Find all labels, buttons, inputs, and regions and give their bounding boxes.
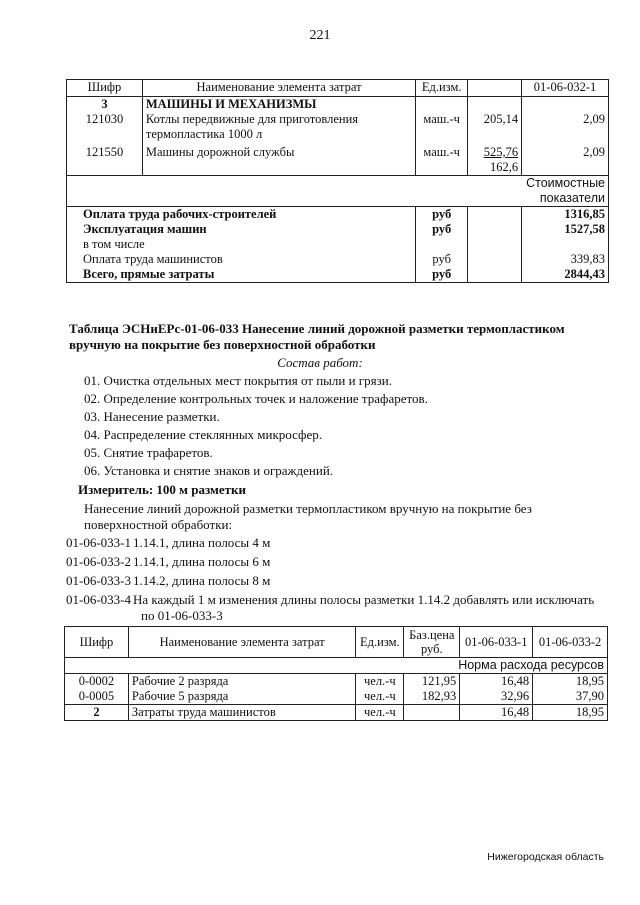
- cost-unit: [416, 237, 468, 252]
- header-price: [468, 80, 522, 97]
- cost-unit: руб: [416, 267, 468, 283]
- list-item: 06. Установка и снятие знаков и ограждений.: [84, 463, 334, 478]
- row-value-2: 18,95: [533, 705, 608, 721]
- cost-row: [67, 267, 609, 283]
- cost-row: [67, 207, 609, 223]
- table-row: [67, 142, 609, 176]
- cost-label: Всего, прямые затраты: [67, 267, 416, 283]
- cost-note: Стоимостные показатели: [468, 176, 609, 207]
- list-item: 01. Очистка отдельных мест покрытия от пыли и грязи.: [84, 373, 392, 388]
- row-price: 182,93: [404, 689, 460, 705]
- cost-label: Эксплуатация машин: [67, 222, 416, 237]
- labor-table: [64, 626, 608, 721]
- codes-list: [66, 535, 606, 627]
- row-value-2: 18,95: [533, 674, 608, 690]
- header-code: Шифр: [67, 80, 143, 97]
- table-header-row: [65, 627, 608, 658]
- header-column-2: 01-06-033-2: [533, 627, 608, 658]
- row-code: 121550: [67, 142, 143, 176]
- row-code: 2: [65, 705, 129, 721]
- cost-value: 1316,85: [522, 207, 609, 223]
- row-name: Машины дорожной службы: [142, 142, 415, 176]
- header-price: Баз.цена руб.: [404, 627, 460, 658]
- row-unit: чел.-ч: [356, 674, 404, 690]
- footer-region: Нижегородская область: [487, 851, 604, 863]
- row-price: 525,76 162,6: [468, 142, 522, 176]
- cost-unit: руб: [416, 222, 468, 237]
- row-price: 205,14: [468, 112, 522, 142]
- row-value-1: 16,48: [460, 705, 533, 721]
- code: 01-06-033-1: [66, 535, 131, 550]
- row-code: 0-0005: [65, 689, 129, 705]
- row-price: [404, 705, 460, 721]
- table-header-row: [67, 80, 609, 97]
- row-unit: маш.-ч: [416, 142, 468, 176]
- cost-value: 339,83: [522, 252, 609, 267]
- list-item: [66, 592, 606, 624]
- header-unit: Ед.изм.: [356, 627, 404, 658]
- list-item: 02. Определение контрольных точек и наложение трафаретов.: [84, 391, 428, 406]
- list-item: 05. Снятие трафаретов.: [84, 445, 213, 460]
- section-code: 3: [67, 97, 143, 113]
- cost-value: [522, 237, 609, 252]
- list-item: 04. Распределение стеклянных микросфер.: [84, 427, 322, 442]
- list-item: [66, 535, 606, 551]
- row-unit: чел.-ч: [356, 689, 404, 705]
- code-text: 1.14.2, длина полосы 8 м: [133, 573, 271, 588]
- header-column-1: 01-06-033-1: [460, 627, 533, 658]
- code-text: На каждый 1 м изменения длины полосы разметки 1.14.2 добавлять или исключать по 01-06-033-3: [133, 592, 595, 623]
- works-list: [84, 372, 428, 480]
- code: 01-06-033-4: [66, 592, 131, 607]
- cost-unit: руб: [416, 207, 468, 223]
- code: 01-06-033-2: [66, 554, 131, 569]
- table-row: [65, 674, 608, 690]
- row-price: 121,95: [404, 674, 460, 690]
- cost-value: 1527,58: [522, 222, 609, 237]
- header-name: Наименование элемента затрат: [142, 80, 415, 97]
- page-number: 221: [309, 28, 331, 43]
- cost-note-row: [67, 176, 609, 207]
- header-code: Шифр: [65, 627, 129, 658]
- table-row: [65, 689, 608, 705]
- cost-row: [67, 237, 609, 252]
- cost-label: в том числе: [67, 237, 416, 252]
- list-item: [66, 573, 606, 589]
- row-code: 0-0002: [65, 674, 129, 690]
- machines-table: [66, 79, 609, 283]
- code-text: 1.14.1, длина полосы 6 м: [133, 554, 271, 569]
- list-item: 03. Нанесение разметки.: [84, 409, 220, 424]
- cost-label: Оплата труда машинистов: [67, 252, 416, 267]
- description: Нанесение линий дорожной разметки термопластиком вручную на покрытие без поверхностной обработки:: [84, 501, 532, 532]
- summary-row: [65, 705, 608, 721]
- header-column: 01-06-032-1: [522, 80, 609, 97]
- cost-value: 2844,43: [522, 267, 609, 283]
- row-name: Котлы передвижные для приготовления термопластика 1000 л: [142, 112, 415, 142]
- row-code: 121030: [67, 112, 143, 142]
- row-value: 2,09: [522, 142, 609, 176]
- code-text: 1.14.1, длина полосы 4 м: [133, 535, 271, 550]
- header-unit: Ед.изм.: [416, 80, 468, 97]
- section-row: [67, 97, 609, 113]
- measure-unit: Измеритель: 100 м разметки: [78, 482, 247, 497]
- table-row: [67, 112, 609, 142]
- row-value-1: 16,48: [460, 674, 533, 690]
- code: 01-06-033-3: [66, 573, 131, 588]
- list-item: [66, 554, 606, 570]
- row-name: Рабочие 2 разряда: [128, 674, 355, 690]
- row-name: Рабочие 5 разряда: [128, 689, 355, 705]
- norm-note-row: [65, 658, 608, 674]
- cost-row: [67, 222, 609, 237]
- section-name: МАШИНЫ И МЕХАНИЗМЫ: [142, 97, 415, 113]
- header-name: Наименование элемента затрат: [128, 627, 355, 658]
- cost-unit: руб: [416, 252, 468, 267]
- row-value-1: 32,96: [460, 689, 533, 705]
- norm-note: Норма расхода ресурсов: [128, 658, 607, 674]
- works-heading: Состав работ:: [277, 355, 363, 370]
- row-name: Затраты труда машинистов: [128, 705, 355, 721]
- row-unit: маш.-ч: [416, 112, 468, 142]
- row-value-2: 37,90: [533, 689, 608, 705]
- cost-row: [67, 252, 609, 267]
- cost-label: Оплата труда рабочих-строителей: [67, 207, 416, 223]
- row-unit: чел.-ч: [356, 705, 404, 721]
- row-value: 2,09: [522, 112, 609, 142]
- table-caption: Таблица ЭСНиЕРс-01-06-033 Нанесение линий дорожной разметки термопластиком вручную на покрытие без поверхностной обработки: [69, 321, 565, 352]
